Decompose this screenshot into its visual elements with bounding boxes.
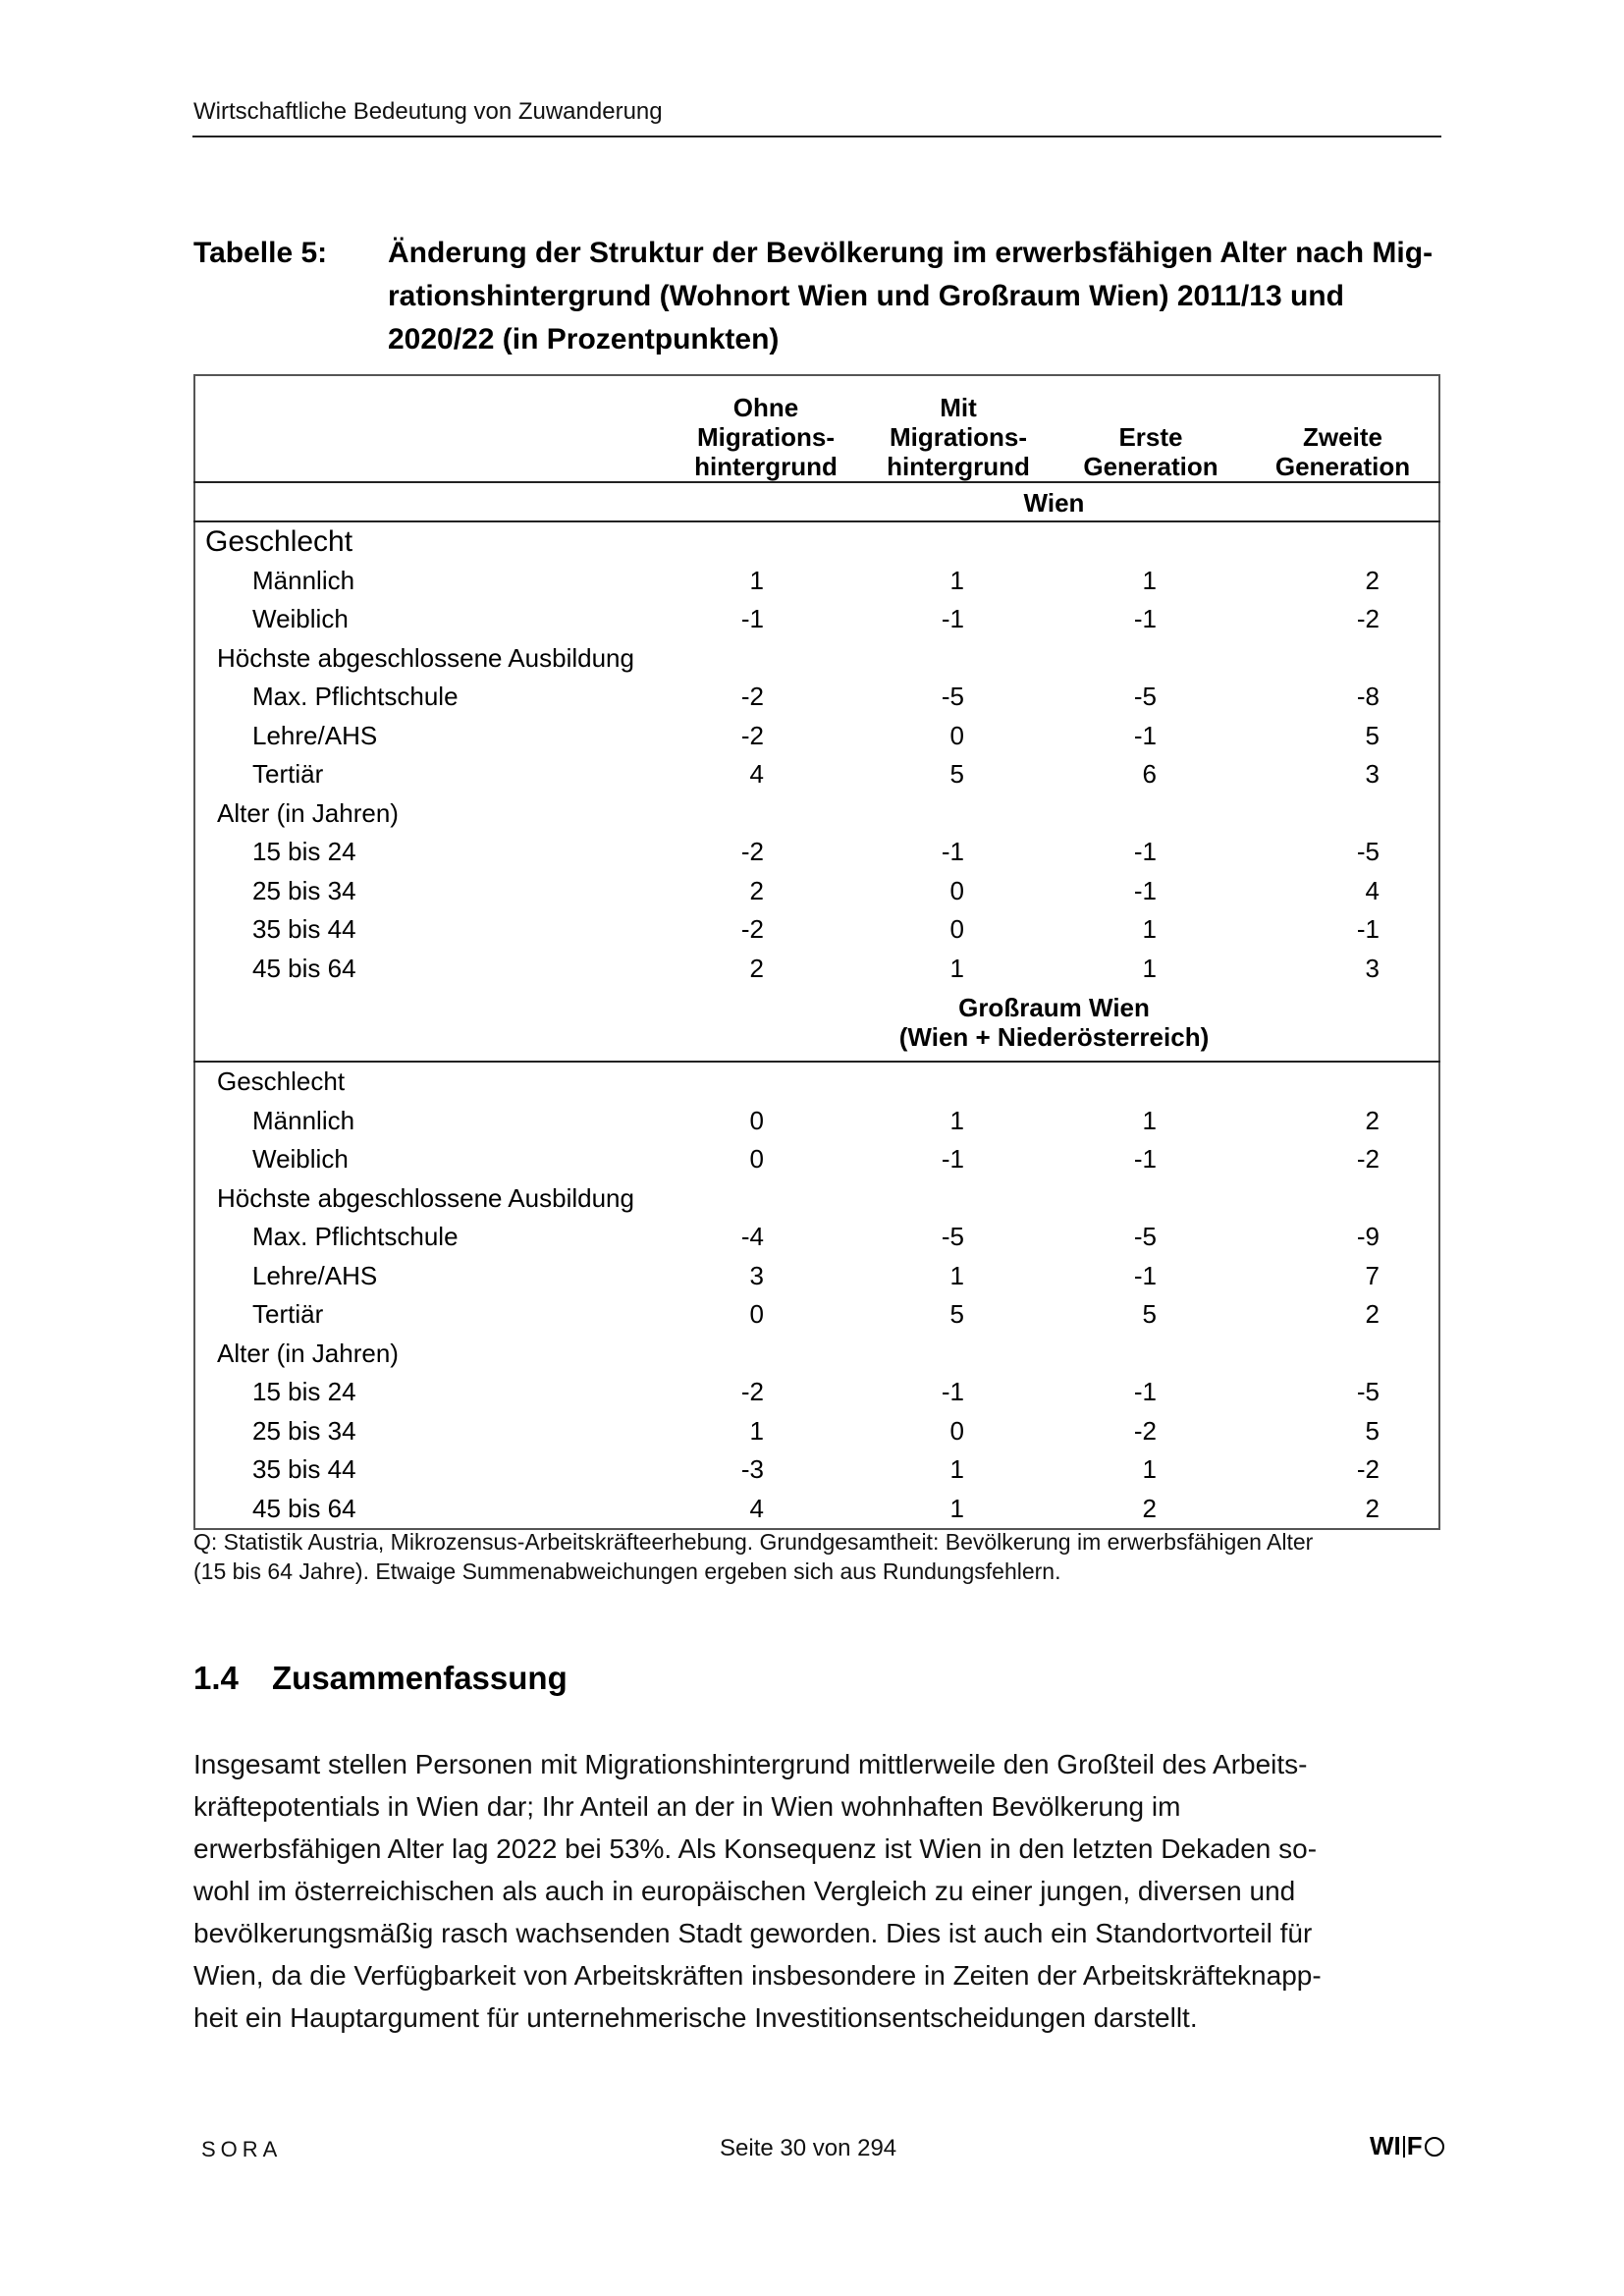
value-cell bbox=[1247, 1062, 1439, 1102]
value-cell: 1 bbox=[1142, 1105, 1157, 1135]
row-label: Höchste abgeschlossene Ausbildung bbox=[217, 1182, 634, 1213]
value-cell: 5 bbox=[1365, 720, 1380, 750]
value-cell: -5 bbox=[941, 1222, 964, 1251]
header-ohne-migrationshintergrund: Ohne Migrations- hintergrund bbox=[670, 375, 862, 482]
value-cell bbox=[1247, 1179, 1439, 1219]
value-cell bbox=[1055, 1335, 1247, 1374]
value-cell: -5 bbox=[1133, 682, 1157, 711]
value-cell: 1 bbox=[949, 953, 964, 983]
value-cell: 5 bbox=[1142, 1299, 1157, 1329]
value-cell: 2 bbox=[1365, 1493, 1380, 1523]
table-row bbox=[194, 755, 1439, 794]
section-header-row bbox=[194, 482, 1439, 521]
value-cell: -5 bbox=[1133, 1222, 1157, 1251]
value-cell: 3 bbox=[1365, 953, 1380, 983]
value-cell: -2 bbox=[1356, 1454, 1380, 1484]
page-number: Seite 30 von 294 bbox=[720, 2135, 897, 2161]
value-cell bbox=[1055, 639, 1247, 679]
table-body bbox=[194, 482, 1439, 1529]
section-title-line-1: Wien bbox=[1023, 488, 1085, 518]
value-cell: -2 bbox=[1133, 1415, 1157, 1446]
value-cell: -1 bbox=[1133, 604, 1157, 633]
value-cell: -1 bbox=[941, 837, 964, 866]
table-group-row bbox=[194, 1335, 1439, 1374]
wifo-logo-f: F bbox=[1406, 2131, 1423, 2160]
paragraph-line: wohl im österreichischen als auch in europäischen Vergleich zu einer jungen, diversen und bbox=[193, 1876, 1296, 1906]
value-cell bbox=[1247, 794, 1439, 834]
value-cell: 0 bbox=[749, 1144, 764, 1174]
value-cell: -2 bbox=[740, 682, 764, 711]
value-cell bbox=[670, 1062, 862, 1102]
row-label: Lehre/AHS bbox=[252, 1260, 378, 1290]
value-cell: 2 bbox=[1365, 1299, 1380, 1329]
value-cell: 0 bbox=[749, 1299, 764, 1329]
paragraph-line: kräftepotentials in Wien dar; Ihr Anteil an der in Wien wohnhaften Bevölkerung im bbox=[193, 1791, 1181, 1822]
row-label: Max. Pflichtschule bbox=[252, 1222, 459, 1251]
value-cell: 0 bbox=[949, 914, 964, 944]
value-cell: -1 bbox=[1133, 875, 1157, 905]
value-cell bbox=[670, 1335, 862, 1374]
value-cell: -2 bbox=[1356, 604, 1380, 633]
header-mit-migrationshintergrund: Mit Migrations- hintergrund bbox=[862, 375, 1055, 482]
value-cell: 1 bbox=[949, 1105, 964, 1135]
caption-label: Tabelle 5: bbox=[193, 237, 328, 269]
value-cell bbox=[1247, 1335, 1439, 1374]
value-cell: 1 bbox=[1142, 953, 1157, 983]
caption-line-2: rationshintergrund (Wohnort Wien und Großraum Wien) 2011/13 und bbox=[388, 280, 1344, 312]
wifo-logo-bar bbox=[1403, 2136, 1405, 2158]
value-cell: 2 bbox=[1365, 565, 1380, 595]
value-cell: 2 bbox=[1142, 1493, 1157, 1523]
value-cell: 0 bbox=[949, 1415, 964, 1446]
value-cell: -1 bbox=[941, 1144, 964, 1174]
value-cell: 6 bbox=[1142, 759, 1157, 789]
value-cell bbox=[862, 794, 1055, 834]
value-cell: -8 bbox=[1356, 682, 1380, 711]
section-header-empty bbox=[194, 482, 670, 521]
header-zweite-generation: Zweite Generation bbox=[1247, 375, 1439, 482]
value-cell: 2 bbox=[1365, 1105, 1380, 1135]
section-title-line-1: Großraum Wien bbox=[958, 993, 1150, 1022]
value-cell: 5 bbox=[949, 759, 964, 789]
body-paragraph bbox=[193, 1743, 1460, 2039]
value-cell bbox=[670, 639, 862, 679]
wifo-logo-circle-icon bbox=[1425, 2137, 1444, 2157]
value-cell: -1 bbox=[1133, 1377, 1157, 1406]
value-cell: -5 bbox=[941, 682, 964, 711]
value-cell: 0 bbox=[749, 1105, 764, 1135]
value-cell: -1 bbox=[1133, 720, 1157, 750]
value-cell bbox=[862, 521, 1055, 562]
table-row bbox=[194, 717, 1439, 756]
table-row bbox=[194, 600, 1439, 639]
header-erste-generation: Erste Generation bbox=[1055, 375, 1247, 482]
value-cell: -1 bbox=[1133, 837, 1157, 866]
row-label: Tertiär bbox=[252, 759, 324, 789]
table-group-row bbox=[194, 794, 1439, 834]
row-label: 15 bis 24 bbox=[252, 837, 356, 866]
table-row bbox=[194, 833, 1439, 872]
value-cell bbox=[862, 1062, 1055, 1102]
wifo-logo-wi: WI bbox=[1370, 2131, 1401, 2160]
row-label: 45 bis 64 bbox=[252, 1493, 356, 1523]
table-row bbox=[194, 1140, 1439, 1179]
table-row bbox=[194, 678, 1439, 717]
value-cell: 0 bbox=[949, 720, 964, 750]
value-cell bbox=[670, 794, 862, 834]
paragraph-line: Wien, da die Verfügbarkeit von Arbeitskräften insbesondere in Zeiten der Arbeitskräfteknapp- bbox=[193, 1960, 1322, 1991]
value-cell: -2 bbox=[1356, 1144, 1380, 1174]
value-cell: -2 bbox=[740, 837, 764, 866]
caption-text-1: Änderung der Struktur der Bevölkerung im erwerbsfähigen Alter nach Mig- bbox=[388, 237, 1434, 269]
table-row bbox=[194, 1490, 1439, 1530]
row-label: Geschlecht bbox=[217, 1066, 346, 1096]
value-cell bbox=[1055, 1062, 1247, 1102]
value-cell bbox=[1247, 639, 1439, 679]
table-row bbox=[194, 910, 1439, 950]
table-row bbox=[194, 872, 1439, 911]
paragraph-line: Insgesamt stellen Personen mit Migrationshintergrund mittlerweile den Großteil des Arbeits- bbox=[193, 1749, 1308, 1779]
paragraph-line: bevölkerungsmäßig rasch wachsenden Stadt geworden. Dies ist auch ein Standortvorteil für bbox=[193, 1918, 1313, 1948]
row-label: Alter (in Jahren) bbox=[217, 1338, 399, 1368]
value-cell: -3 bbox=[740, 1454, 764, 1484]
value-cell: -1 bbox=[1133, 1144, 1157, 1174]
value-cell bbox=[1247, 521, 1439, 562]
value-cell: 4 bbox=[749, 1493, 764, 1523]
row-label: Tertiär bbox=[252, 1299, 324, 1329]
row-label: 45 bis 64 bbox=[252, 953, 356, 983]
table-row bbox=[194, 1102, 1439, 1141]
value-cell: -2 bbox=[740, 1377, 764, 1406]
table-row bbox=[194, 1373, 1439, 1412]
value-cell: -1 bbox=[740, 604, 764, 633]
value-cell bbox=[862, 1179, 1055, 1219]
value-cell: -9 bbox=[1356, 1222, 1380, 1251]
value-cell bbox=[670, 521, 862, 562]
value-cell: -4 bbox=[740, 1222, 764, 1251]
value-cell: 1 bbox=[1142, 565, 1157, 595]
value-cell: 4 bbox=[749, 759, 764, 789]
value-cell bbox=[670, 1179, 862, 1219]
caption-line-1 bbox=[193, 232, 1450, 275]
table-row bbox=[194, 950, 1439, 989]
row-label: Alter (in Jahren) bbox=[217, 797, 399, 828]
value-cell bbox=[862, 639, 1055, 679]
value-cell: 2 bbox=[749, 953, 764, 983]
value-cell: 5 bbox=[949, 1299, 964, 1329]
section-title-line-2: (Wien + Niederösterreich) bbox=[898, 1022, 1210, 1052]
table-group-row bbox=[194, 639, 1439, 679]
value-cell: -1 bbox=[1356, 914, 1380, 944]
row-label: 35 bis 44 bbox=[252, 1454, 356, 1484]
value-cell bbox=[1055, 794, 1247, 834]
section-title: Zusammenfassung bbox=[272, 1660, 568, 1696]
table-group-row bbox=[194, 1179, 1439, 1219]
header-rule bbox=[192, 136, 1441, 137]
caption-line-3: 2020/22 (in Prozentpunkten) bbox=[388, 323, 780, 355]
running-header: Wirtschaftliche Bedeutung von Zuwanderung bbox=[193, 98, 663, 125]
table-row bbox=[194, 562, 1439, 601]
section-title bbox=[670, 482, 1439, 521]
header-empty bbox=[194, 375, 670, 482]
value-cell bbox=[1055, 521, 1247, 562]
value-cell: -1 bbox=[1133, 1260, 1157, 1290]
section-number: 1.4 bbox=[193, 1660, 239, 1696]
value-cell: 1 bbox=[949, 1493, 964, 1523]
table-group-row bbox=[194, 521, 1439, 562]
section-header-empty bbox=[194, 988, 670, 1062]
value-cell: -2 bbox=[740, 914, 764, 944]
value-cell: 1 bbox=[949, 1454, 964, 1484]
table-row bbox=[194, 1257, 1439, 1296]
row-label: Männlich bbox=[252, 1105, 355, 1135]
value-cell bbox=[862, 1335, 1055, 1374]
table-caption bbox=[193, 232, 1450, 361]
row-label: Männlich bbox=[252, 565, 355, 595]
wifo-logo bbox=[1370, 2131, 1444, 2161]
source-note-line-2: (15 bis 64 Jahre). Etwaige Summenabweichungen ergeben sich aus Rundungsfehlern. bbox=[193, 1558, 1061, 1584]
value-cell: 3 bbox=[749, 1260, 764, 1290]
table-row bbox=[194, 1295, 1439, 1335]
value-cell bbox=[1055, 1179, 1247, 1219]
table-row bbox=[194, 1450, 1439, 1490]
value-cell: -1 bbox=[941, 1377, 964, 1406]
value-cell: 1 bbox=[749, 565, 764, 595]
data-table bbox=[193, 374, 1440, 1530]
row-label: 25 bis 34 bbox=[252, 875, 356, 905]
value-cell: -1 bbox=[941, 604, 964, 633]
value-cell: 1 bbox=[749, 1415, 764, 1446]
source-note-line-1: Q: Statistik Austria, Mikrozensus-Arbeitskräfteerhebung. Grundgesamtheit: Bevölkerung im erwerbsfähigen Alter bbox=[193, 1529, 1314, 1555]
value-cell: 1 bbox=[949, 565, 964, 595]
footer-sora-logo: SORA bbox=[201, 2137, 283, 2161]
paragraph-line: erwerbsfähigen Alter lag 2022 bei 53%. Als Konsequenz ist Wien in den letzten Dekaden so- bbox=[193, 1833, 1318, 1864]
section-header-row bbox=[194, 988, 1439, 1062]
table-header-row bbox=[194, 375, 1439, 482]
table-row bbox=[194, 1218, 1439, 1257]
table-row bbox=[194, 1412, 1439, 1451]
value-cell: 3 bbox=[1365, 759, 1380, 789]
row-label: Weiblich bbox=[252, 1144, 349, 1174]
row-label: Weiblich bbox=[252, 604, 349, 633]
table-group-row bbox=[194, 1062, 1439, 1102]
section-heading bbox=[193, 1660, 568, 1697]
row-label: Lehre/AHS bbox=[252, 720, 378, 750]
value-cell: 1 bbox=[1142, 914, 1157, 944]
value-cell: 2 bbox=[749, 875, 764, 905]
row-label: 25 bis 34 bbox=[252, 1415, 356, 1446]
row-label: Max. Pflichtschule bbox=[252, 682, 459, 711]
value-cell: -2 bbox=[740, 720, 764, 750]
section-title bbox=[670, 988, 1439, 1062]
row-label: 35 bis 44 bbox=[252, 914, 356, 944]
value-cell: -5 bbox=[1356, 1377, 1380, 1406]
value-cell: -5 bbox=[1356, 837, 1380, 866]
row-label: Höchste abgeschlossene Ausbildung bbox=[217, 642, 634, 673]
value-cell: 4 bbox=[1365, 875, 1380, 905]
value-cell: 0 bbox=[949, 875, 964, 905]
source-note bbox=[193, 1527, 1460, 1586]
value-cell: 7 bbox=[1365, 1260, 1380, 1290]
value-cell: 1 bbox=[1142, 1454, 1157, 1484]
row-label: Geschlecht bbox=[205, 525, 353, 558]
paragraph-line: heit ein Hauptargument für unternehmerische Investitionsentscheidungen darstellt. bbox=[193, 2002, 1198, 2033]
row-label: 15 bis 24 bbox=[252, 1377, 356, 1406]
value-cell: 1 bbox=[949, 1260, 964, 1290]
value-cell: 5 bbox=[1365, 1415, 1380, 1446]
